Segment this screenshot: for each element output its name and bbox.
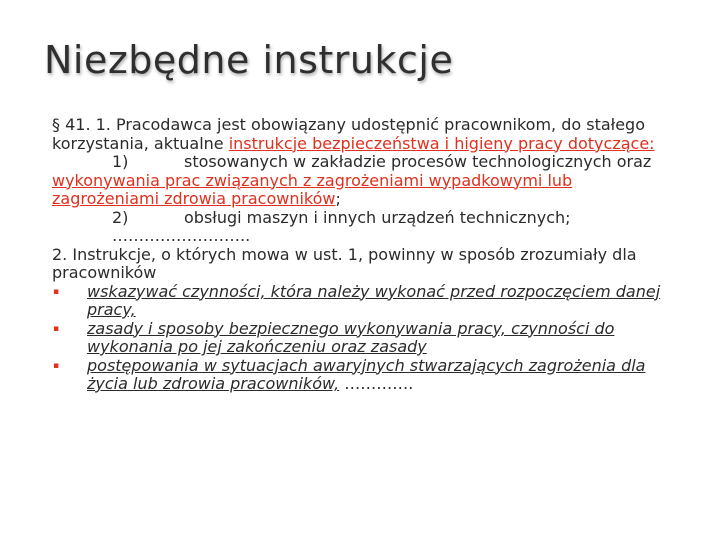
- paragraph-1: [52, 116, 672, 153]
- bullet-item-3-text: postępowania w sytuacjach awaryjnych stwarzających zagrożenia dla życia lub zdrowia pracowników,: [87, 355, 646, 393]
- list-item-1: [52, 153, 672, 172]
- bullet-item-3-tail: ………….: [339, 374, 414, 393]
- page-title: Niezbędne instrukcje: [44, 38, 454, 82]
- list-item-1-highlight: wykonywania prac związanych z zagrożeniami wypadkowymi lub zagrożeniami zdrowia pracowników: [52, 170, 573, 208]
- list-item-2: [52, 209, 672, 228]
- bullet-item-1-text: wskazywać czynności, która należy wykonać przed rozpoczęciem danej pracy,: [87, 281, 661, 319]
- bullet-item-3: [52, 357, 672, 394]
- bullet-icon: ▪: [53, 360, 60, 371]
- paragraph-1-highlight: instrukcje bezpieczeństwa i higieny pracy dotyczące:: [228, 133, 655, 153]
- bullet-list: [52, 283, 672, 394]
- list-item-1-lead: stosowanych w zakładzie procesów technologicznych oraz: [184, 152, 652, 171]
- bullet-item-1: [52, 283, 672, 320]
- list-item-1-tail: ;: [335, 189, 341, 208]
- list-item-1-number: 1): [112, 152, 129, 171]
- bullet-item-2-text: zasady i sposoby bezpiecznego wykonywania pracy, czynności do wykonania po jej zakończeniu oraz zasady: [87, 318, 615, 356]
- ellipsis-line: ……………………..: [112, 226, 251, 245]
- bullet-icon: ▪: [53, 323, 60, 334]
- list-item-2-number: 2): [112, 207, 129, 227]
- bullet-icon: ▪: [53, 286, 60, 297]
- list-item-1-body: [52, 172, 672, 209]
- document-body: [52, 116, 672, 394]
- paragraph-2: 2. Instrukcje, o których mowa w ust. 1, powinny w sposób zrozumiały dla pracowników: [52, 244, 637, 282]
- list-item-2-text: obsługi maszyn i innych urządzeń technicznych;: [184, 207, 571, 227]
- bullet-item-2: [52, 320, 672, 357]
- paragraph-1-lead: § 41. 1. Pracodawca jest obowiązany udostępnić pracownikom, do stałego korzystania, aktualne: [52, 115, 645, 153]
